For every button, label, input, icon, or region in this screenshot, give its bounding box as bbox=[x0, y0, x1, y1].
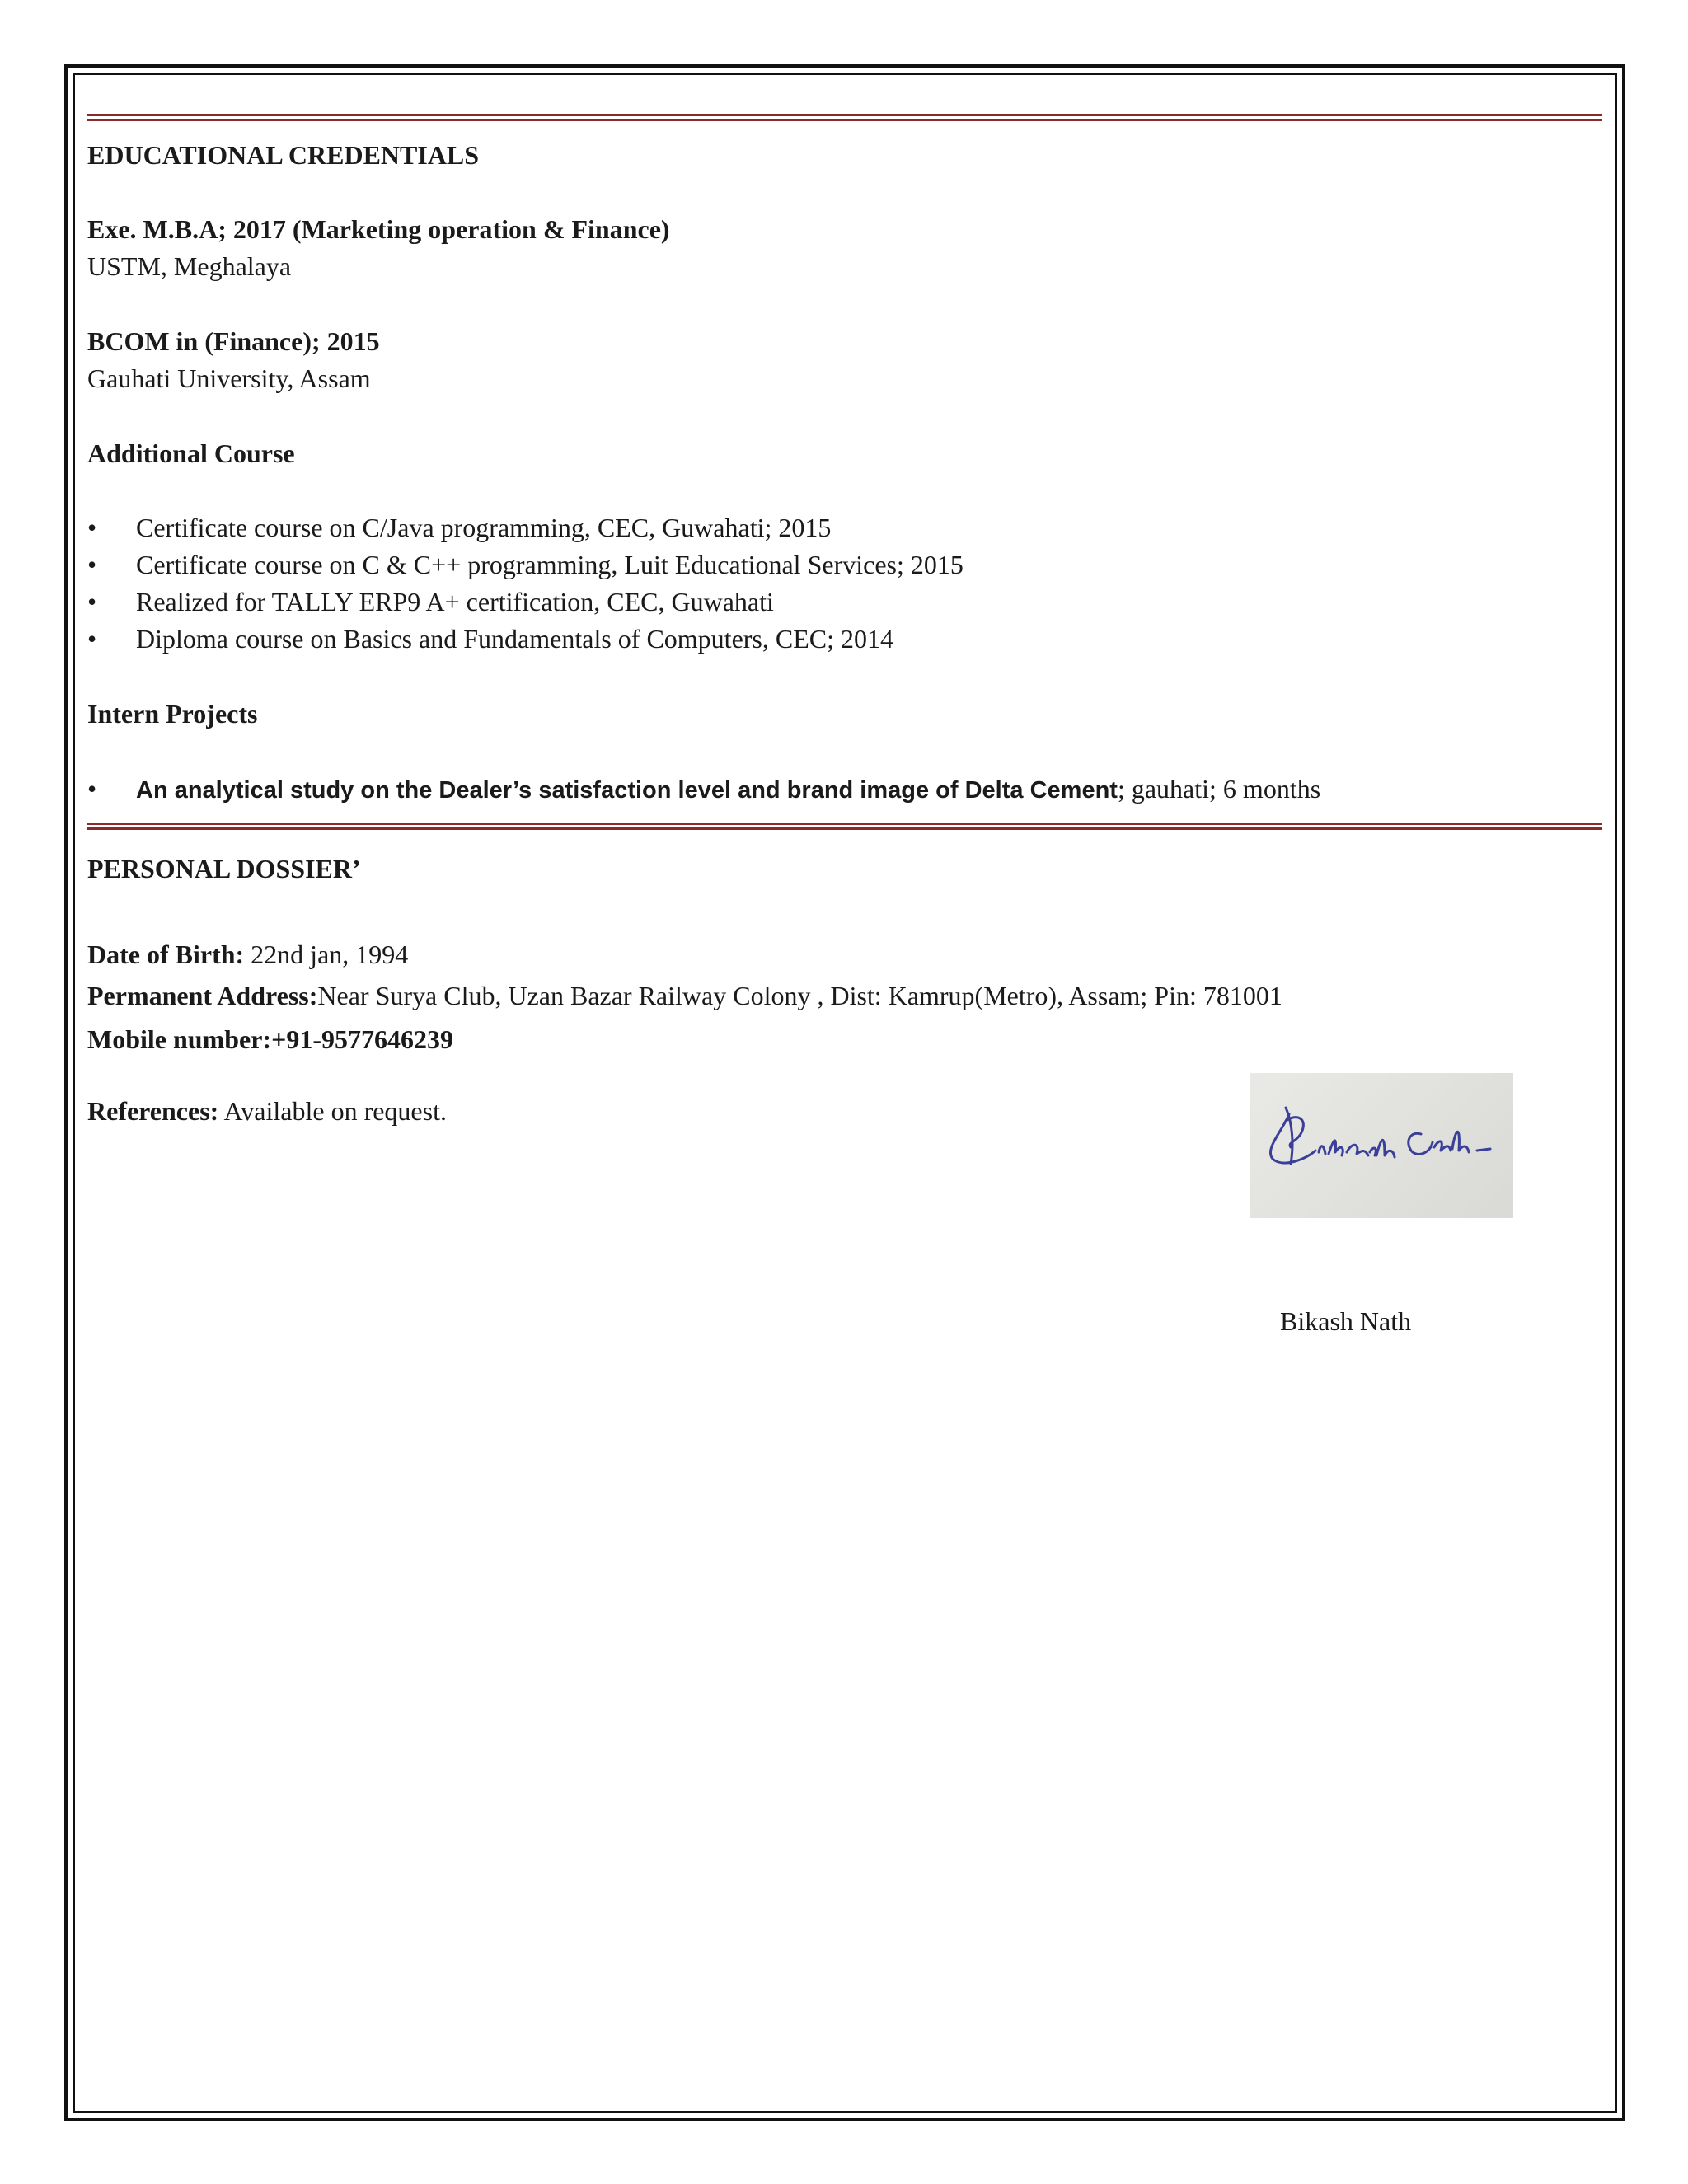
mobile-label: Mobile number: bbox=[87, 1024, 272, 1054]
address-row bbox=[87, 979, 1282, 1012]
intern-project-line bbox=[136, 772, 1320, 807]
course-text: Diploma course on Basics and Fundamentals of Computers, CEC; 2014 bbox=[136, 624, 893, 654]
intern-project-title: An analytical study on the Dealer’s satisfaction level and brand image of Delta Cement bbox=[136, 777, 1118, 804]
references-label: References: bbox=[87, 1096, 219, 1126]
bullet-icon: • bbox=[87, 624, 97, 654]
address-value: Near Surya Club, Uzan Bazar Railway Colony , Dist: Kamrup(Metro), Assam; Pin: 781001 bbox=[317, 981, 1282, 1010]
degree-mba-institution: USTM, Meghalaya bbox=[87, 251, 292, 281]
mobile-row bbox=[87, 1023, 453, 1056]
course-text: Certificate course on C & C++ programming, Luit Educational Services; 2015 bbox=[136, 550, 964, 579]
degree-bcom-institution: Gauhati University, Assam bbox=[87, 363, 371, 393]
education-heading: EDUCATIONAL CREDENTIALS bbox=[87, 140, 480, 170]
section-divider-middle bbox=[87, 823, 1602, 831]
references-row bbox=[87, 1094, 447, 1127]
bullet-icon: • bbox=[87, 774, 97, 804]
dob-label: Date of Birth: bbox=[87, 940, 245, 969]
bullet-icon: • bbox=[87, 513, 97, 542]
course-text: Realized for TALLY ERP9 A+ certification, CEC, Guwahati bbox=[136, 587, 774, 616]
bullet-icon: • bbox=[87, 587, 97, 616]
degree-mba-title: Exe. M.B.A; 2017 (Marketing operation & Finance) bbox=[87, 214, 670, 244]
dob-row bbox=[87, 938, 408, 971]
address-label: Permanent Address: bbox=[87, 981, 318, 1010]
degree-bcom-title: BCOM in (Finance); 2015 bbox=[87, 326, 380, 356]
course-text: Certificate course on C/Java programming, CEC, Guwahati; 2015 bbox=[136, 513, 832, 542]
mobile-value: +91-9577646239 bbox=[271, 1024, 453, 1054]
intern-projects-heading: Intern Projects bbox=[87, 699, 258, 729]
signatory-name: Bikash Nath bbox=[1280, 1306, 1412, 1336]
references-value: Available on request. bbox=[218, 1096, 447, 1126]
intern-project-detail: ; gauhati; 6 months bbox=[1117, 774, 1321, 804]
bullet-icon: • bbox=[87, 550, 97, 579]
additional-course-heading: Additional Course bbox=[87, 438, 295, 468]
dob-value: 22nd jan, 1994 bbox=[244, 940, 409, 969]
personal-heading: PERSONAL DOSSIER’ bbox=[87, 854, 361, 883]
section-divider-top bbox=[87, 114, 1602, 122]
signature-image bbox=[1250, 1073, 1513, 1218]
